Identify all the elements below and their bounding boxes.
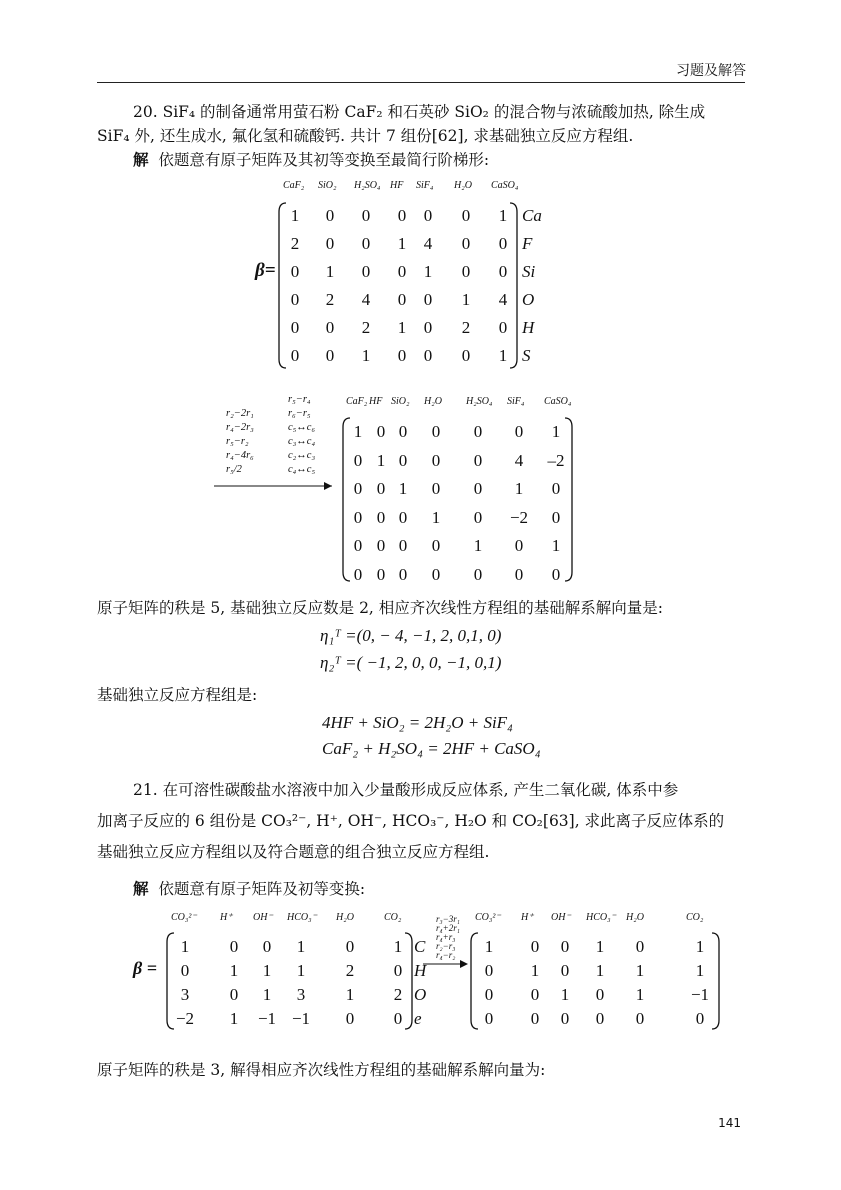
column-header: CaF₂ [283,180,305,191]
matrix-cell: 4 [423,234,433,253]
matrix-cell: 0 [290,318,300,337]
matrix-cell: 0 [595,1009,605,1028]
matrix-cell: 0 [423,290,433,309]
column-header: HF [390,180,404,191]
column-header: SiF₄ [416,180,434,191]
matrix-cell: 1 [551,422,561,441]
matrix-cell: 0 [473,564,483,584]
matrix-cell: 0 [431,564,441,584]
matrix-cell: −1 [690,985,710,1004]
row-label: O [522,290,535,309]
matrix-cell: 0 [397,346,407,365]
matrix-cell: 0 [325,234,335,253]
row-operation: c₃↔c₄ [288,436,316,447]
matrix-cell: 0 [393,1009,403,1028]
column-header: CO₃²⁻ [171,912,197,923]
matrix-cell: 1 [262,961,272,980]
matrix-cell: 0 [361,234,371,253]
row-operation: r₄−2r₃ [226,422,254,433]
matrix-cell: 0 [514,564,524,584]
matrix-cell: 1 [551,536,561,555]
basis-text: 基础独立反应方程组是: [97,686,258,704]
matrix-cell: 0 [398,422,408,441]
matrix-cell: 2 [290,234,300,253]
row-operation: r₂−r₃ [436,941,456,951]
row-operation: c₅↔c₆ [288,422,316,433]
matrix-cell: 1 [498,206,508,225]
beta-symbol-1: β= [255,260,276,281]
matrix-cell: 1 [514,479,524,498]
matrix-cell: 0 [353,479,363,498]
p21-line2: 加离子反应的 6 组份是 CO₃²⁻, H⁺, OH⁻, HCO₃⁻, H₂O 和 CO₂[63], 求此离子反应体系的 [97,812,725,830]
matrix-cell: 1 [398,479,408,498]
column-header: OH⁻ [253,912,273,923]
matrix-cell: 1 [423,262,433,281]
row-label: Ca [522,206,542,225]
matrix-cell: 0 [398,564,408,584]
matrix-cell: 0 [635,1009,645,1028]
matrix-cell: 0 [229,985,239,1004]
row-operation: r₅/2 [226,464,242,475]
matrix-cell: 1 [695,961,705,980]
matrix-cell: 2 [361,318,371,337]
row-operation: r₂−2r₁ [226,408,254,419]
matrix-cell: 0 [376,564,386,584]
column-header: H₂O [626,912,644,923]
matrix-cell: 0 [530,1009,540,1028]
matrix-cell: 0 [431,479,441,498]
matrix-cell: 1 [296,937,306,956]
matrix-cell: 0 [290,262,300,281]
matrix-cell: 1 [530,961,540,980]
matrix-cell: −2 [175,1009,195,1028]
matrix-cell: 0 [473,479,483,498]
matrix-cell: 0 [290,346,300,365]
row-operation: c₄↔c₅ [288,464,316,475]
matrix-cell: 1 [180,937,190,956]
matrix-cell: 1 [473,536,483,555]
column-header: CaSO₄ [544,396,572,407]
column-header: HCO₃⁻ [287,912,317,923]
matrix-cell: 0 [397,206,407,225]
column-header: CO₃²⁻ [475,912,501,923]
matrix-cell: 0 [635,937,645,956]
row-label: H [414,961,427,980]
matrix-cell: 0 [376,536,386,555]
matrix-cell: 0 [423,346,433,365]
column-header: H⁺ [521,912,534,923]
matrix-cell: 2 [345,961,355,980]
matrix-cell: 0 [398,450,408,470]
matrix-cell: 0 [431,536,441,555]
matrix-cell: 0 [353,450,363,470]
matrix-cell: 0 [423,206,433,225]
matrix-cell: 1 [484,937,494,956]
matrix-cell: 2 [393,985,403,1004]
p20-line2: SiF₄ 外, 还生成水, 氟化氢和硫酸钙. 共计 7 组份[62], 求基础独立反应方程组. [97,127,634,145]
row-operation: c₂↔c₃ [288,450,316,461]
beta-symbol-2: β = [133,958,157,978]
matrix-cell: 0 [353,536,363,555]
matrix-cell: 0 [595,985,605,1004]
matrix-cell: 4 [498,290,508,309]
row-operation: r₄−r₂ [436,950,456,960]
matrix-cell: 0 [361,206,371,225]
column-header: H⁺ [220,912,233,923]
row-operation: r₆−r₅ [288,408,311,419]
column-header: HF [369,396,383,407]
matrix-cell: 0 [560,1009,570,1028]
matrix-cell: 0 [473,507,483,527]
matrix-cell: 1 [345,985,355,1004]
matrix-cell: 0 [498,318,508,337]
matrix-cell: 0 [484,961,494,980]
p20-line1: 20. SiF₄ 的制备通常用萤石粉 CaF₂ 和石英砂 SiO₂ 的混合物与浓硫酸加热, 除生成 [133,103,706,121]
p21-line3: 基础独立反应方程组以及符合题意的组合独立反应方程组. [97,843,490,861]
matrix-cell: 1 [361,346,371,365]
matrix-cell: 2 [461,318,471,337]
p21-line1: 21. 在可溶性碳酸盐水溶液中加入少量酸形成反应体系, 产生二氧化碳, 体系中参 [133,781,679,799]
row-label: C [414,937,426,956]
row-operation: r₃−3r₁ [436,914,460,924]
row-label: F [522,234,533,253]
row-label: S [522,346,531,365]
matrix-cell: 0 [229,937,239,956]
matrix-cell: 0 [361,262,371,281]
column-header: H₂SO₄ [466,396,493,407]
matrix-cell: 0 [530,937,540,956]
column-header: SiO₂ [391,396,410,407]
matrix-cell: 1 [595,961,605,980]
matrix-cell: 0 [551,564,561,584]
row-label: e [414,1009,422,1028]
matrix-cell: 0 [560,961,570,980]
matrix-cell: 1 [461,290,471,309]
row-label: Si [522,262,536,281]
matrix-cell: 0 [498,234,508,253]
matrix-cell: 1 [431,507,441,527]
matrix-cell: 1 [393,937,403,956]
matrix-cell: 1 [353,422,363,441]
column-header: CO₂ [686,912,704,923]
matrix-cell: 3 [296,985,306,1004]
column-header: H₂SO₄ [354,180,381,191]
matrix-cell: 1 [595,937,605,956]
matrix-cell: 0 [484,1009,494,1028]
p21-solution [133,877,781,901]
matrix-cell: 0 [473,450,483,470]
row-operation: r₅−r₂ [226,436,249,447]
matrix-cell: 0 [180,961,190,980]
matrix-cell: 1 [635,985,645,1004]
matrix-cell: 0 [484,985,494,1004]
matrix-cell: 0 [560,937,570,956]
reaction-eq-2: CaF₂ + H₂SO₄ = 2HF + CaSO₄ [322,739,541,758]
matrix-cell: 0 [695,1009,705,1028]
matrix-cell: 1 [229,961,239,980]
matrix-cell: −1 [257,1009,277,1028]
matrix-cell: 0 [393,961,403,980]
matrix-cell: 1 [498,346,508,365]
matrix-cell: 0 [461,234,471,253]
matrix-cell: 1 [560,985,570,1004]
matrix-cell: 3 [180,985,190,1004]
matrix-cell: −1 [291,1009,311,1028]
matrix-cell: 0 [325,318,335,337]
row-operation: r₄−4r₆ [226,450,254,461]
column-header: OH⁻ [551,912,571,923]
column-header: CaF₂ [346,396,368,407]
rank-text-21: 原子矩阵的秩是 3, 解得相应齐次线性方程组的基础解系解向量为: [97,1061,546,1079]
matrix-cell: 1 [397,234,407,253]
matrix-cell: 1 [296,961,306,980]
matrix-cell: 0 [397,290,407,309]
matrix-cell: 4 [361,290,371,309]
column-header: H₂O [454,180,472,191]
row-label: H [522,318,535,337]
reaction-eq-1: 4HF + SiO₂ = 2H₂O + SiF₄ [322,713,513,732]
matrix-cell: 0 [473,422,483,441]
matrix-cell: 1 [397,318,407,337]
row-operation: r₄+r₃ [436,932,456,942]
column-header: SiO₂ [318,180,337,191]
eta2-vector: η₂ᵀ =( −1, 2, 0, 0, −1, 0,1) [320,653,502,672]
matrix-cell: 0 [461,206,471,225]
eta1-vector: η₁ᵀ =(0, − 4, −1, 2, 0,1, 0) [320,626,502,645]
matrix-cell: 1 [262,985,272,1004]
rank-text-20: 原子矩阵的秩是 5, 基础独立反应数是 2, 相应齐次线性方程组的基础解系解向量是: [97,599,664,617]
matrix-cell: 1 [376,450,386,470]
running-header: 习题及解答 [676,63,746,79]
matrix-cell: 0 [345,937,355,956]
matrix-cell: 0 [514,422,524,441]
page-number: 141 [718,1116,741,1130]
matrix-cell: 1 [695,937,705,956]
matrix-cell: 0 [551,479,561,498]
row-operation: r₄+2r₁ [436,923,460,933]
matrix-cell: 0 [325,206,335,225]
column-header: SiF₄ [507,396,525,407]
matrix-cell: 0 [431,450,441,470]
column-header: CO₂ [384,912,402,923]
matrix-cell: 0 [262,937,272,956]
solution-text: 依题意有原子矩阵及其初等变换至最简行阶梯形: [158,151,490,169]
row-label: O [414,985,427,1004]
column-header: H₂O [336,912,354,923]
matrix-cell: 0 [423,318,433,337]
solution-text: 依题意有原子矩阵及初等变换: [158,880,366,898]
matrix-cell: −2 [509,507,529,527]
matrix-cell: 1 [325,262,335,281]
solution-label: 解 [133,150,149,169]
matrix-cell: 1 [229,1009,239,1028]
matrix-cell: 0 [514,536,524,555]
matrix-cell: 0 [461,262,471,281]
matrix-cell: 0 [376,422,386,441]
matrix-cell: 0 [398,536,408,555]
matrix-cell: 0 [530,985,540,1004]
column-header: H₂O [424,396,442,407]
matrix-cell: 0 [376,479,386,498]
matrix-cell: 0 [551,507,561,527]
matrix-cell: 4 [514,450,524,470]
matrix-cell: 0 [498,262,508,281]
solution-label: 解 [133,879,149,898]
matrix-cell: –2 [547,450,565,470]
matrix-cell: 0 [325,346,335,365]
matrix-cell: 0 [461,346,471,365]
row-operation: r₅−r₄ [288,394,311,405]
matrix-cell: 1 [290,206,300,225]
matrix-cell: 2 [325,290,335,309]
matrix-cell: 0 [376,507,386,527]
column-header: CaSO₄ [491,180,519,191]
matrix-cell: 1 [635,961,645,980]
matrix-cell: 0 [290,290,300,309]
column-header: HCO₃⁻ [586,912,616,923]
matrix-cell: 0 [353,507,363,527]
matrix-cell: 0 [397,262,407,281]
matrix-cell: 0 [431,422,441,441]
matrix-cell: 0 [398,507,408,527]
matrix-cell: 0 [345,1009,355,1028]
matrix-cell: 0 [353,564,363,584]
